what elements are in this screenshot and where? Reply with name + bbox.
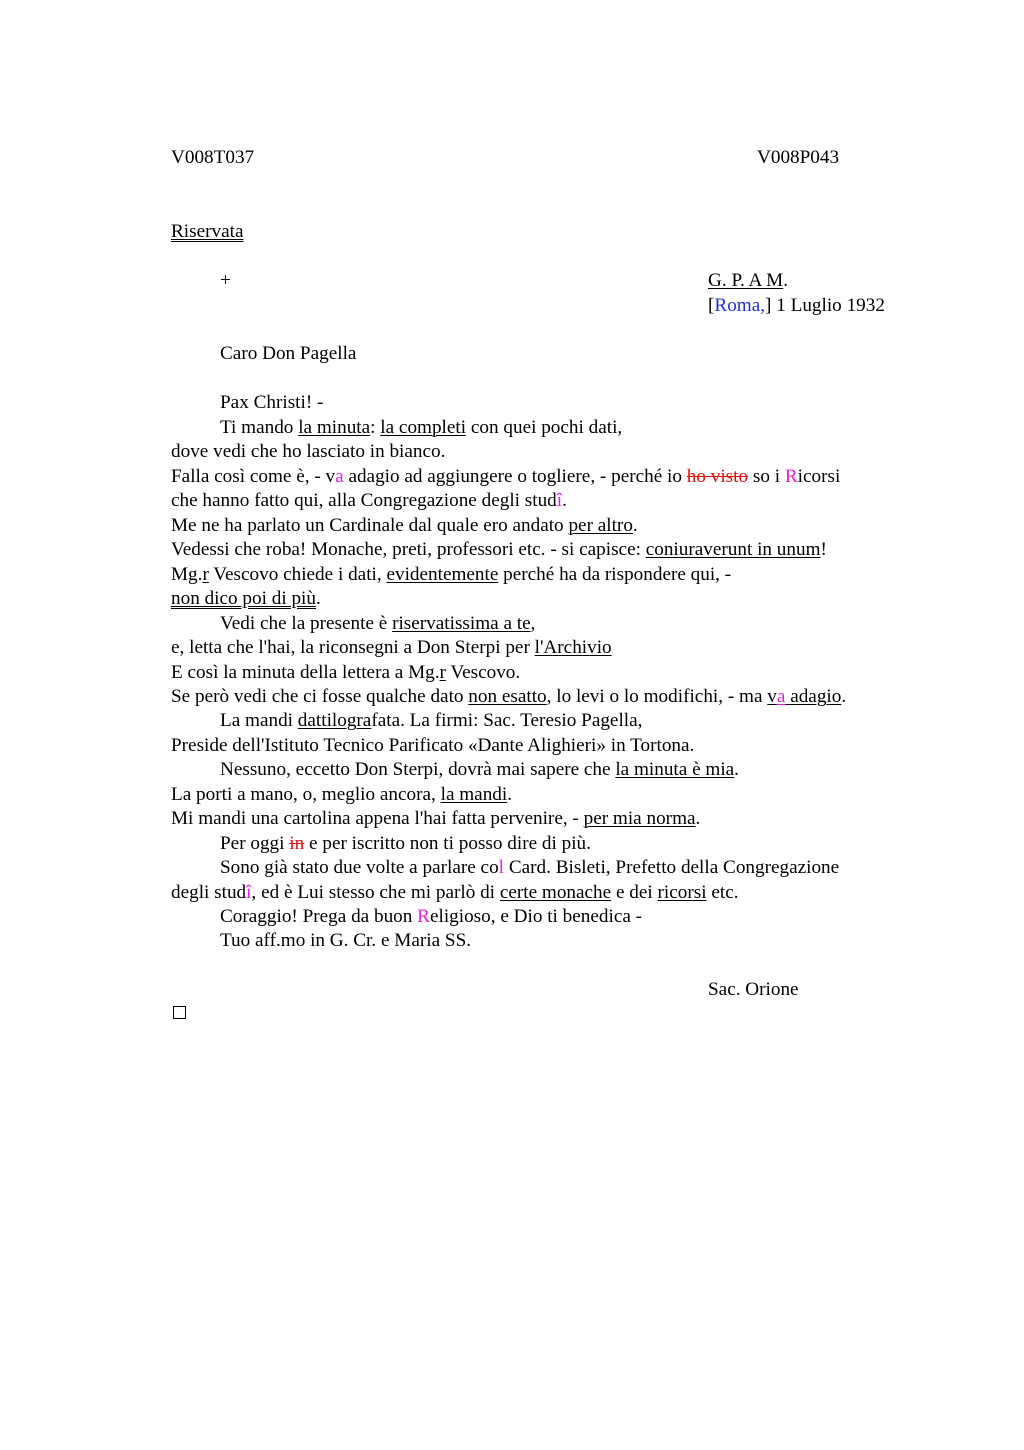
text-run: degli stud (171, 882, 247, 903)
body-line-8 (171, 563, 731, 588)
inserted-text: R (784, 466, 798, 487)
underlined-text: la minuta (298, 417, 371, 438)
text-run: La porti a mano, o, meglio ancora, (171, 784, 441, 805)
text-run: fata. La firmi: Sac. Teresio Pagella, (371, 710, 643, 731)
text-run: Ti mando (220, 417, 299, 438)
inserted-text: R (417, 906, 430, 927)
underlined-text: ricorsi (657, 882, 707, 903)
double-underlined-text: non dico poi di più (171, 588, 316, 609)
text-run: con quei pochi dati, (466, 417, 623, 438)
body-line-4 (171, 465, 840, 490)
text-run: . (315, 588, 321, 609)
place-date (708, 294, 885, 319)
text-run: . (734, 759, 739, 780)
underlined-text: adagio (785, 686, 842, 707)
text-run: Mg. (171, 564, 203, 585)
text-run: . (507, 784, 513, 805)
body-line-7 (171, 538, 827, 563)
text-run: e dei (611, 882, 658, 903)
body-line-11 (171, 636, 612, 661)
text-run: Coraggio! Prega da buon (220, 906, 418, 927)
checkbox-square-icon (173, 1006, 186, 1019)
text-run: perché ha da rispondere qui, - (498, 564, 732, 585)
underlined-text: v (767, 686, 777, 707)
underlined-text: la completi (380, 417, 467, 438)
inserted-text: l (498, 857, 505, 878)
text-run: E così la minuta della lettera a Mg. (171, 662, 440, 683)
underlined-text: per mia norma (583, 808, 696, 829)
text-run: Me ne ha parlato un Cardinale dal quale ero andato (171, 515, 569, 536)
body-line-20 (220, 856, 839, 881)
text-run: , ed è Lui stesso che mi parlò di (251, 882, 500, 903)
text-run: Card. Bisleti, Prefetto della Congregazione (504, 857, 840, 878)
letterhead-dot: . (783, 270, 788, 291)
body-line-15: Preside dell'Istituto Tecnico Parificato «Dante Alighieri» in Tortona. (171, 735, 695, 756)
body-line-18 (171, 807, 700, 832)
body-line-3: dove vedi che ho lasciato in bianco. (171, 441, 446, 462)
body-line-2 (220, 416, 622, 441)
underlined-text: dattilogra (297, 710, 372, 731)
deleted-text: in (289, 833, 305, 854)
text-run: : (370, 417, 381, 438)
letter-date: 1 Luglio 1932 (771, 295, 885, 316)
text-run: so i (748, 466, 785, 487)
underlined-text: riservatissima a te (392, 613, 531, 634)
signature: Sac. Orione (708, 979, 799, 1000)
body-line-10 (220, 612, 535, 637)
place-city: Roma, (714, 295, 766, 316)
underlined-text: la mandi (440, 784, 508, 805)
text-run: Sono già stato due volte a parlare co (220, 857, 499, 878)
document-code-right: V008P043 (757, 147, 840, 168)
body-line-17 (171, 783, 512, 808)
body-line-21 (171, 881, 739, 906)
inserted-text: a (335, 466, 344, 487)
underlined-text: non esatto (468, 686, 547, 707)
text-run: Vescovo. (445, 662, 521, 683)
text-run: adagio ad aggiungere o togliere, - perché io (343, 466, 687, 487)
deleted-text: ho visto (686, 466, 749, 487)
underlined-text: l'Archivio (534, 637, 612, 658)
inserted-text: î (556, 490, 563, 511)
text-run: , lo levi o lo modifichi, - ma (546, 686, 768, 707)
text-run: eligioso, e Dio ti benedica - (429, 906, 643, 927)
underlined-text: r (439, 662, 446, 683)
underlined-text: coniuraverunt in unum (645, 539, 821, 560)
body-line-5 (171, 489, 567, 514)
inserted-text: î (246, 882, 252, 903)
text-run: Per oggi (220, 833, 290, 854)
letterhead-initials (708, 269, 788, 294)
body-line-22 (220, 905, 642, 930)
text-run: . (695, 808, 701, 829)
body-line-1: Pax Christi! - (220, 392, 324, 413)
text-run: Vedi che la presente è (220, 613, 393, 634)
body-line-19 (220, 832, 591, 857)
underlined-text: la minuta è mia (615, 759, 735, 780)
text-run: ! (820, 539, 827, 560)
body-line-12 (171, 661, 520, 686)
text-run: Falla così come è, - v (171, 466, 336, 487)
text-run: e per iscritto non ti posso dire di più. (304, 833, 591, 854)
text-run: , (530, 613, 536, 634)
underlined-text: r (202, 564, 209, 585)
salutation: Caro Don Pagella (220, 343, 357, 364)
text-run: icorsi (797, 466, 841, 487)
text-run: etc. (706, 882, 739, 903)
cross-symbol: + (220, 270, 231, 291)
body-line-13 (171, 685, 846, 710)
text-run: La mandi (220, 710, 298, 731)
body-line-16 (220, 758, 739, 783)
bracket-close: ] (765, 295, 772, 316)
text-run: . (562, 490, 567, 511)
document-code-left: V008T037 (171, 147, 255, 168)
inserted-text: a (776, 686, 786, 707)
confidential-marking-text: Riservata (171, 221, 244, 242)
underlined-text: per altro (568, 515, 633, 536)
text-run: Se però vedi che ci fosse qualche dato (171, 686, 469, 707)
text-run: che hanno fatto qui, alla Congregazione degli stud (171, 490, 557, 511)
body-line-9 (171, 587, 321, 612)
underlined-text: evidentemente (386, 564, 499, 585)
body-line-6 (171, 514, 638, 539)
letterhead-initials-text: G. P. A M (708, 270, 784, 291)
body-line-23: Tuo aff.mo in G. Cr. e Maria SS. (220, 930, 472, 951)
text-run: Vescovo chiede i dati, (208, 564, 387, 585)
text-run: Vedessi che roba! Monache, preti, professori etc. - si capisce: (171, 539, 646, 560)
text-run: e, letta che l'hai, la riconsegni a Don Sterpi per (171, 637, 535, 658)
underlined-text: certe monache (499, 882, 612, 903)
text-run: . (632, 515, 638, 536)
text-run: Mi mandi una cartolina appena l'hai fatta pervenire, - (171, 808, 584, 829)
confidential-marking (171, 220, 243, 245)
text-run: . (841, 686, 847, 707)
text-run: Nessuno, eccetto Don Sterpi, dovrà mai sapere che (220, 759, 616, 780)
bracket-open: [ (708, 295, 715, 316)
body-line-14 (220, 709, 642, 734)
